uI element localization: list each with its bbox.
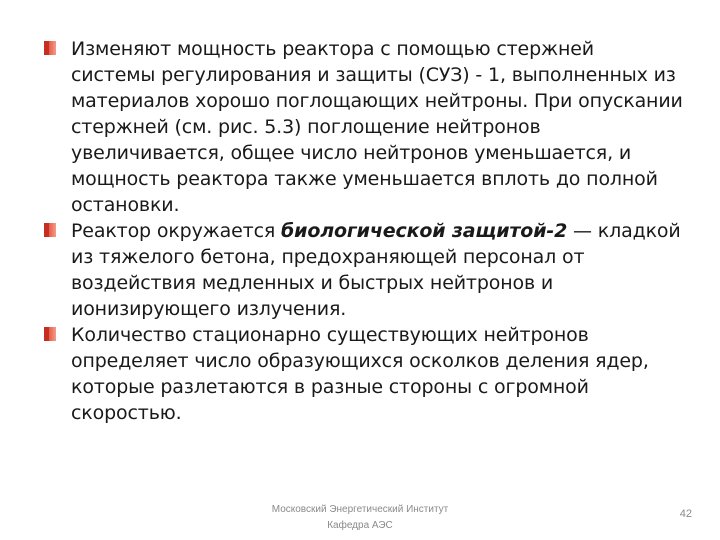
slide-body — [44, 36, 684, 426]
bullet-text-2-before: Реактор окружается — [71, 220, 282, 242]
bullet-item-1 — [44, 36, 684, 218]
square-bullet-icon — [44, 41, 56, 55]
bullet-text-2-emphasis: биологической защитой-2 — [281, 220, 568, 242]
footer-department: Кафедра АЭС — [327, 520, 393, 531]
page-number: 42 — [679, 508, 692, 520]
bullet-item-2 — [44, 218, 684, 322]
bullet-text-2-after: — кладкой из тяжелого бетона, предохраняющей персонал от воздействия медленных и быстрых нейтронов и ионизирующего излучения. — [71, 220, 681, 320]
bullet-text-1: Изменяют мощность реактора с помощью стержней системы регулирования и защиты (СУЗ) - 1, выполненных из материалов хорошо поглощающих нейтроны. При опускании стержней (см. рис. 5.3) поглощение нейтронов увеличивается, общее число нейтронов уменьшается, и мощность реактора также уменьшается вплоть до полной остановки. — [71, 38, 683, 216]
footer-institute: Московский Энергетический Институт — [271, 504, 449, 515]
square-bullet-icon — [44, 223, 56, 237]
bullet-item-3 — [44, 322, 684, 426]
bullet-text-3: Количество стационарно существующих нейтронов определяет число образующихся осколков деления ядер, которые разлетаются в разные стороны с огромной скоростью. — [71, 324, 649, 424]
square-bullet-icon — [44, 327, 56, 341]
slide-footer — [210, 502, 510, 534]
